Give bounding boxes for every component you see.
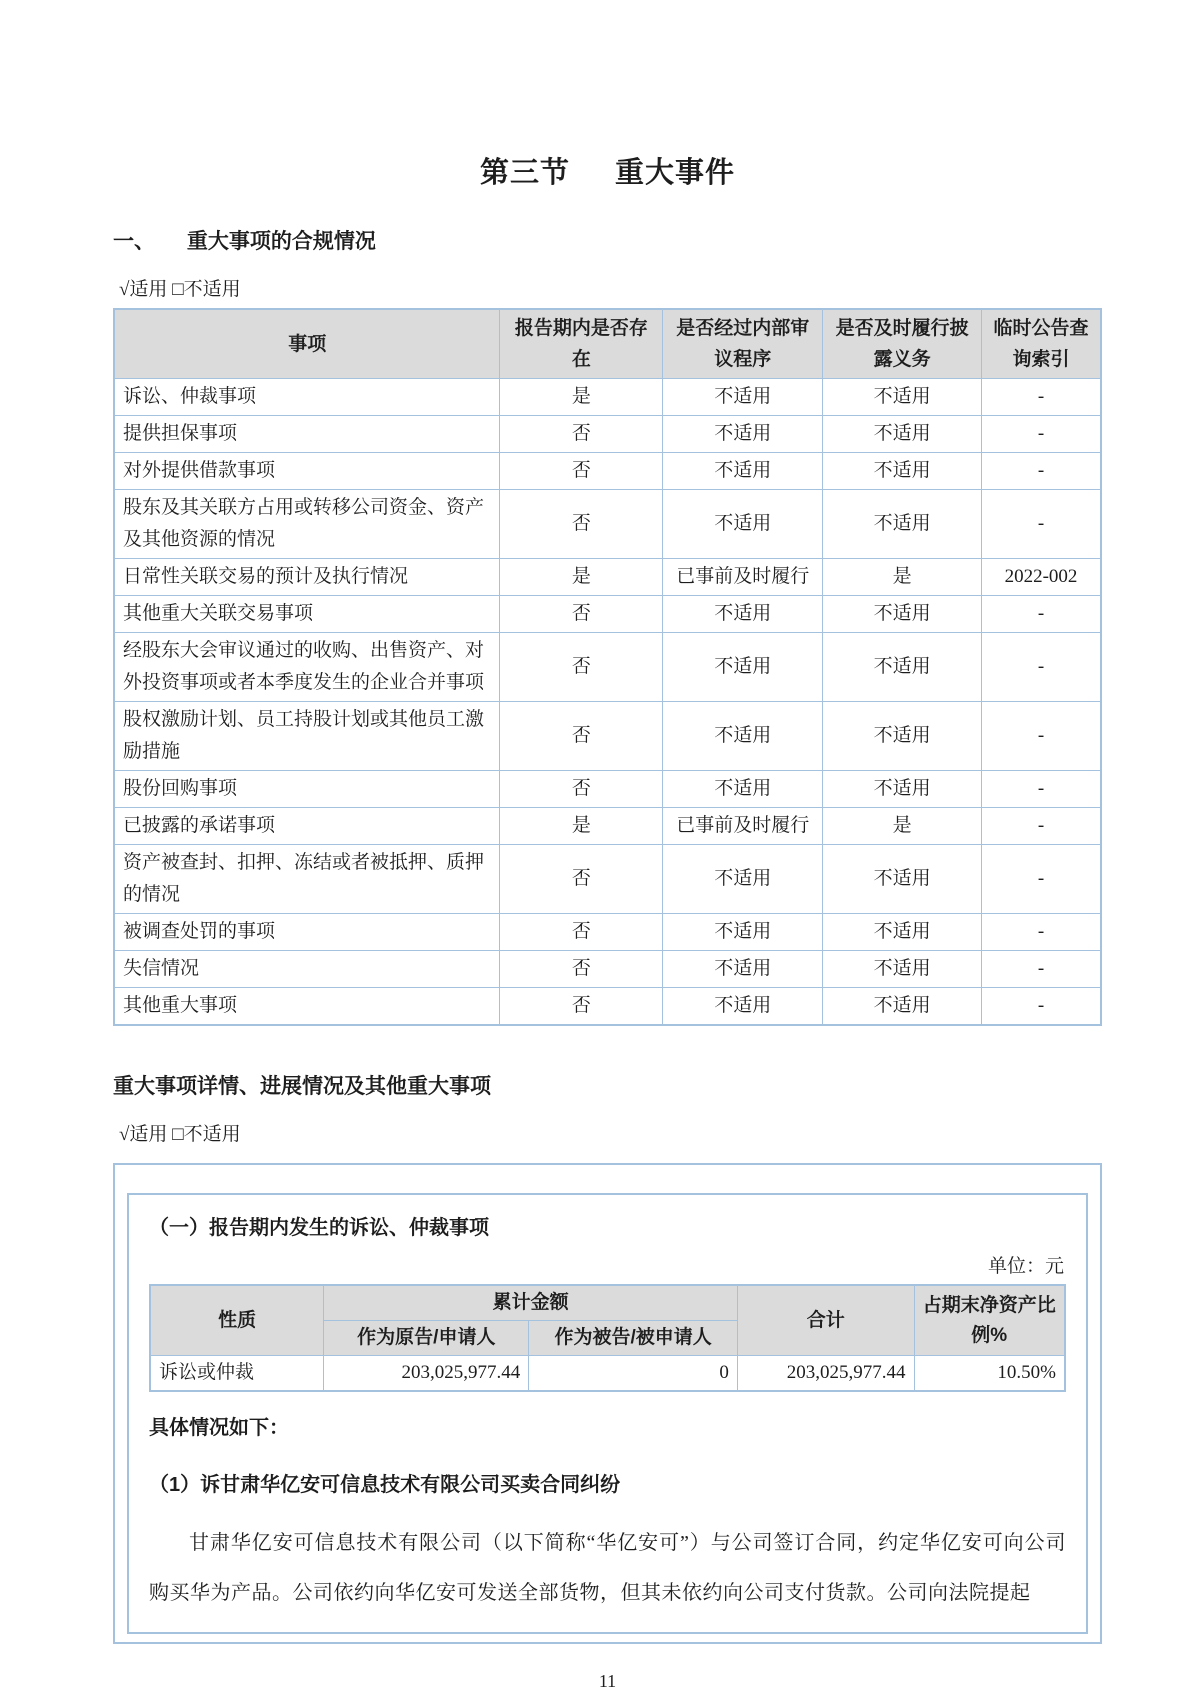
cell-review: 不适用	[663, 845, 823, 914]
cell-exists: 是	[500, 379, 663, 416]
page-title	[113, 150, 1102, 191]
cell-disclosure: 不适用	[823, 951, 982, 988]
header-cell-disclosure: 是否及时履行披露义务	[823, 309, 982, 379]
cell-index: -	[982, 771, 1101, 808]
cell-exists: 否	[500, 845, 663, 914]
header-cell-index: 临时公告查询索引	[982, 309, 1101, 379]
cell-exists: 否	[500, 633, 663, 702]
page-title-text: 重大事件	[615, 157, 736, 189]
cell-matter: 诉讼、仲裁事项	[114, 379, 500, 416]
header-cell-nature: 性质	[150, 1285, 324, 1356]
compliance-table-body	[114, 379, 1101, 1026]
cell-exists: 否	[500, 596, 663, 633]
header-cell-matter: 事项	[114, 309, 500, 379]
cell-review: 不适用	[663, 490, 823, 559]
cell-matter: 已披露的承诺事项	[114, 808, 500, 845]
cell-review: 不适用	[663, 416, 823, 453]
litigation-table-head	[150, 1285, 1065, 1356]
details-inner-box	[127, 1193, 1088, 1634]
cell-disclosure: 不适用	[823, 379, 982, 416]
cell-matter: 被调查处罚的事项	[114, 914, 500, 951]
section1-applicability: √适用 □不适用	[119, 279, 241, 300]
compliance-row	[114, 808, 1101, 845]
cell-disclosure: 是	[823, 808, 982, 845]
compliance-row	[114, 771, 1101, 808]
cell-matter: 失信情况	[114, 951, 500, 988]
compliance-row	[114, 453, 1101, 490]
compliance-row	[114, 559, 1101, 596]
litigation-data-row	[150, 1356, 1065, 1392]
litigation-table-body	[150, 1356, 1065, 1392]
header-cell-defendant: 作为被告/被申请人	[529, 1321, 738, 1356]
cell-review: 不适用	[663, 633, 823, 702]
compliance-table	[113, 308, 1102, 1026]
cell-exists: 否	[500, 702, 663, 771]
cell-plaintiff-amount: 203,025,977.44	[324, 1356, 529, 1392]
cell-matter: 日常性关联交易的预计及执行情况	[114, 559, 500, 596]
cell-index: -	[982, 490, 1101, 559]
details-label: 具体情况如下：	[149, 1417, 289, 1439]
cell-defendant-amount: 0	[529, 1356, 738, 1392]
cell-matter: 提供担保事项	[114, 416, 500, 453]
compliance-row	[114, 914, 1101, 951]
compliance-row	[114, 951, 1101, 988]
compliance-row	[114, 988, 1101, 1026]
cell-index: -	[982, 808, 1101, 845]
details-outer-box	[113, 1163, 1102, 1644]
header-cell-plaintiff: 作为原告/申请人	[324, 1321, 529, 1356]
cell-exists: 否	[500, 951, 663, 988]
cell-disclosure: 不适用	[823, 988, 982, 1026]
case1-heading: （1）诉甘肃华亿安可信息技术有限公司买卖合同纠纷	[149, 1474, 621, 1496]
cell-review: 不适用	[663, 379, 823, 416]
compliance-row	[114, 845, 1101, 914]
cell-index: -	[982, 988, 1101, 1026]
cell-review: 不适用	[663, 951, 823, 988]
cell-index: -	[982, 453, 1101, 490]
compliance-row	[114, 633, 1101, 702]
case1-paragraph: 甘肃华亿安可信息技术有限公司（以下简称“华亿安可”）与公司签订合同，约定华亿安可向公司购买华为产品。公司依约向华亿安可发送全部货物，但其未依约向公司支付货款。公司向法院提起	[149, 1532, 1066, 1604]
cell-index: -	[982, 633, 1101, 702]
header-cell-review: 是否经过内部审议程序	[663, 309, 823, 379]
cell-review: 不适用	[663, 771, 823, 808]
compliance-header-row	[114, 309, 1101, 379]
cell-review: 已事前及时履行	[663, 808, 823, 845]
litigation-subheading: （一）报告期内发生的诉讼、仲裁事项	[149, 1217, 489, 1239]
cell-review: 不适用	[663, 453, 823, 490]
cell-matter: 其他重大关联交易事项	[114, 596, 500, 633]
header-cell-exists: 报告期内是否存在	[500, 309, 663, 379]
cell-disclosure: 是	[823, 559, 982, 596]
cell-exists: 是	[500, 559, 663, 596]
cell-disclosure: 不适用	[823, 914, 982, 951]
cell-exists: 否	[500, 771, 663, 808]
header-cell-ratio: 占期末净资产比例%	[914, 1285, 1065, 1356]
cell-exists: 是	[500, 808, 663, 845]
cell-disclosure: 不适用	[823, 771, 982, 808]
page-title-section: 第三节	[479, 157, 570, 189]
cell-exists: 否	[500, 416, 663, 453]
cell-review: 不适用	[663, 702, 823, 771]
cell-index: -	[982, 845, 1101, 914]
cell-index: -	[982, 951, 1101, 988]
unit-label: 单位：元	[987, 1256, 1064, 1277]
cell-exists: 否	[500, 914, 663, 951]
header-cell-total: 合计	[737, 1285, 914, 1356]
cell-disclosure: 不适用	[823, 490, 982, 559]
cell-disclosure: 不适用	[823, 453, 982, 490]
cell-disclosure: 不适用	[823, 633, 982, 702]
cell-total-amount: 203,025,977.44	[737, 1356, 914, 1392]
cell-matter: 资产被查封、扣押、冻结或者被抵押、质押的情况	[114, 845, 500, 914]
cell-index: -	[982, 914, 1101, 951]
cell-nature-value: 诉讼或仲裁	[150, 1356, 324, 1392]
litigation-header-row-1	[150, 1285, 1065, 1321]
cell-review: 不适用	[663, 914, 823, 951]
section1-heading-index: 一、	[113, 230, 155, 253]
cell-matter: 股权激励计划、员工持股计划或其他员工激励措施	[114, 702, 500, 771]
cell-matter: 经股东大会审议通过的收购、出售资产、对外投资事项或者本季度发生的企业合并事项	[114, 633, 500, 702]
cell-index: 2022-002	[982, 559, 1101, 596]
cell-matter: 对外提供借款事项	[114, 453, 500, 490]
cell-disclosure: 不适用	[823, 702, 982, 771]
cell-review: 已事前及时履行	[663, 559, 823, 596]
cell-index: -	[982, 416, 1101, 453]
section2-applicability: √适用 □不适用	[119, 1124, 241, 1145]
cell-disclosure: 不适用	[823, 596, 982, 633]
cell-matter: 股东及其关联方占用或转移公司资金、资产及其他资源的情况	[114, 490, 500, 559]
compliance-table-head	[114, 309, 1101, 379]
compliance-row	[114, 596, 1101, 633]
cell-disclosure: 不适用	[823, 416, 982, 453]
section1-heading-label: 重大事项的合规情况	[186, 230, 376, 253]
compliance-row	[114, 379, 1101, 416]
cell-exists: 否	[500, 453, 663, 490]
page-number: 11	[598, 1671, 617, 1691]
cell-review: 不适用	[663, 988, 823, 1026]
header-cell-cumulative: 累计金额	[324, 1285, 738, 1321]
cell-review: 不适用	[663, 596, 823, 633]
cell-index: -	[982, 596, 1101, 633]
cell-index: -	[982, 702, 1101, 771]
compliance-row	[114, 702, 1101, 771]
cell-index: -	[982, 379, 1101, 416]
cell-ratio-value: 10.50%	[914, 1356, 1065, 1392]
section1-heading	[113, 225, 1102, 255]
cell-matter: 股份回购事项	[114, 771, 500, 808]
cell-matter: 其他重大事项	[114, 988, 500, 1026]
cell-disclosure: 不适用	[823, 845, 982, 914]
section2-heading: 重大事项详情、进展情况及其他重大事项	[113, 1075, 491, 1098]
cell-exists: 否	[500, 490, 663, 559]
litigation-table	[149, 1284, 1066, 1392]
compliance-row	[114, 416, 1101, 453]
cell-exists: 否	[500, 988, 663, 1026]
compliance-row	[114, 490, 1101, 559]
